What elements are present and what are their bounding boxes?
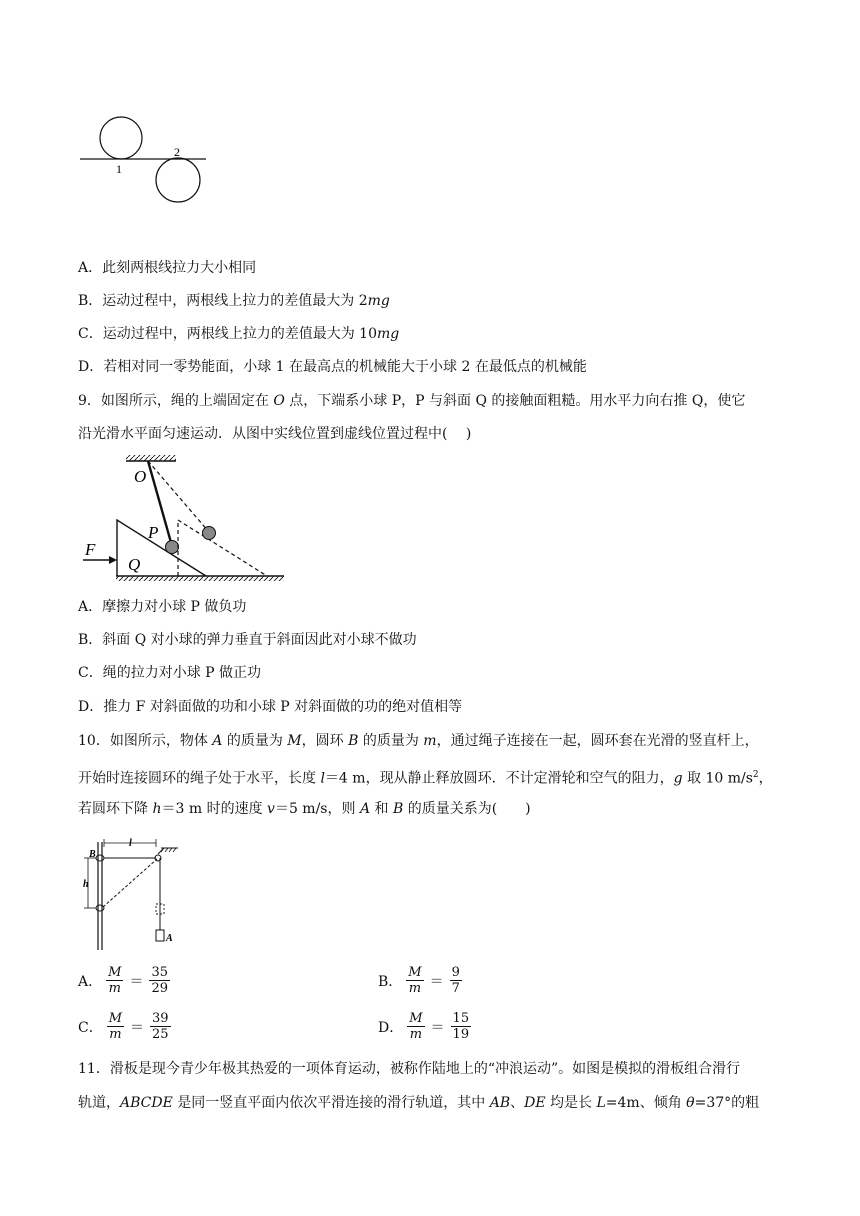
label-l: l [129, 838, 132, 849]
label-Q: Q [128, 555, 141, 574]
q9-stem-line2: 沿光滑水平面匀速运动．从图中实线位置到虚线位置过程中( ) [78, 426, 472, 442]
q9-option-d: D．推力 F 对斜面做的功和小球 P 对斜面做的功的绝对值相等 [78, 699, 463, 715]
label-O: O [134, 467, 147, 486]
q10-option-b: B． $\frac{M}{m}$ ＝ $\frac{9}{7}$ [378, 965, 460, 996]
q10-option-a: A． $\frac{M}{m}$ ＝ $\frac{35}{29}$ [78, 965, 168, 996]
q11-stem-line1: 11．滑板是现今青少年极其热爱的一项体育运动，被称作陆地上的“冲浪运动”。如图是模拟的滑板组合滑行 [78, 1061, 741, 1077]
incline-pendulum-figure [78, 452, 288, 582]
q8-option-a: A．此刻两根线拉力大小相同 [78, 260, 257, 276]
q11-stem-line2: 轨道，ABCDE 是同一竖直平面内依次平滑连接的滑行轨道，其中 AB、DE 均是长 L=4m、倾角 θ=37°的粗 [78, 1095, 760, 1111]
q10-stem-line1: 10．如图所示，物体 A 的质量为 M，圆环 B 的质量为 m，通过绳子连接在一起，圆环套在光滑的竖直杆上， [78, 733, 759, 749]
q8-option-c: C．运动过程中，两根线上拉力的差值最大为 10mg [78, 326, 400, 342]
q10-stem-line3: 若圆环下降 h＝3 m 时的速度 v＝5 m/s，则 A 和 B 的质量关系为( ) [78, 801, 531, 817]
label-h: h [83, 879, 89, 890]
ball-2-label: 2 [174, 145, 180, 159]
q9-option-b: B．斜面 Q 对小球的弹力垂直于斜面因此对小球不做功 [78, 632, 417, 648]
q9-stem-line1: 9．如图所示，绳的上端固定在 O 点，下端系小球 P，P 与斜面 Q 的接触面粗糙。用水平力向右推 Q，使它 [78, 393, 746, 409]
label-B: B [89, 849, 96, 860]
q8-option-d: D．若相对同一零势能面，小球 1 在最高点的机械能大于小球 2 在最低点的机械能 [78, 359, 587, 375]
label-F: F [85, 540, 96, 559]
q10-option-d: D． $\frac{M}{m}$ ＝ $\frac{15}{19}$ [378, 1011, 470, 1042]
ball-1-label: 1 [116, 162, 122, 176]
q10-stem-line2: 开始时连接圆环的绳子处于水平，长度 l＝4 m，现从静止释放圆环．不计定滑轮和空气的阻力，g 取 10 $m/s^2$， [78, 770, 773, 787]
label-A: A [166, 933, 173, 944]
q9-option-a: A．摩擦力对小球 P 做负功 [78, 599, 247, 615]
ring-pulley-figure [78, 834, 188, 954]
two-balls-figure [78, 112, 218, 208]
q8-option-b: B．运动过程中，两根线上拉力的差值最大为 2mg [78, 293, 390, 309]
label-P: P [148, 523, 159, 542]
q9-option-c: C．绳的拉力对小球 P 做正功 [78, 665, 262, 681]
q10-option-c: C． $\frac{M}{m}$ ＝ $\frac{39}{25}$ [78, 1011, 169, 1042]
